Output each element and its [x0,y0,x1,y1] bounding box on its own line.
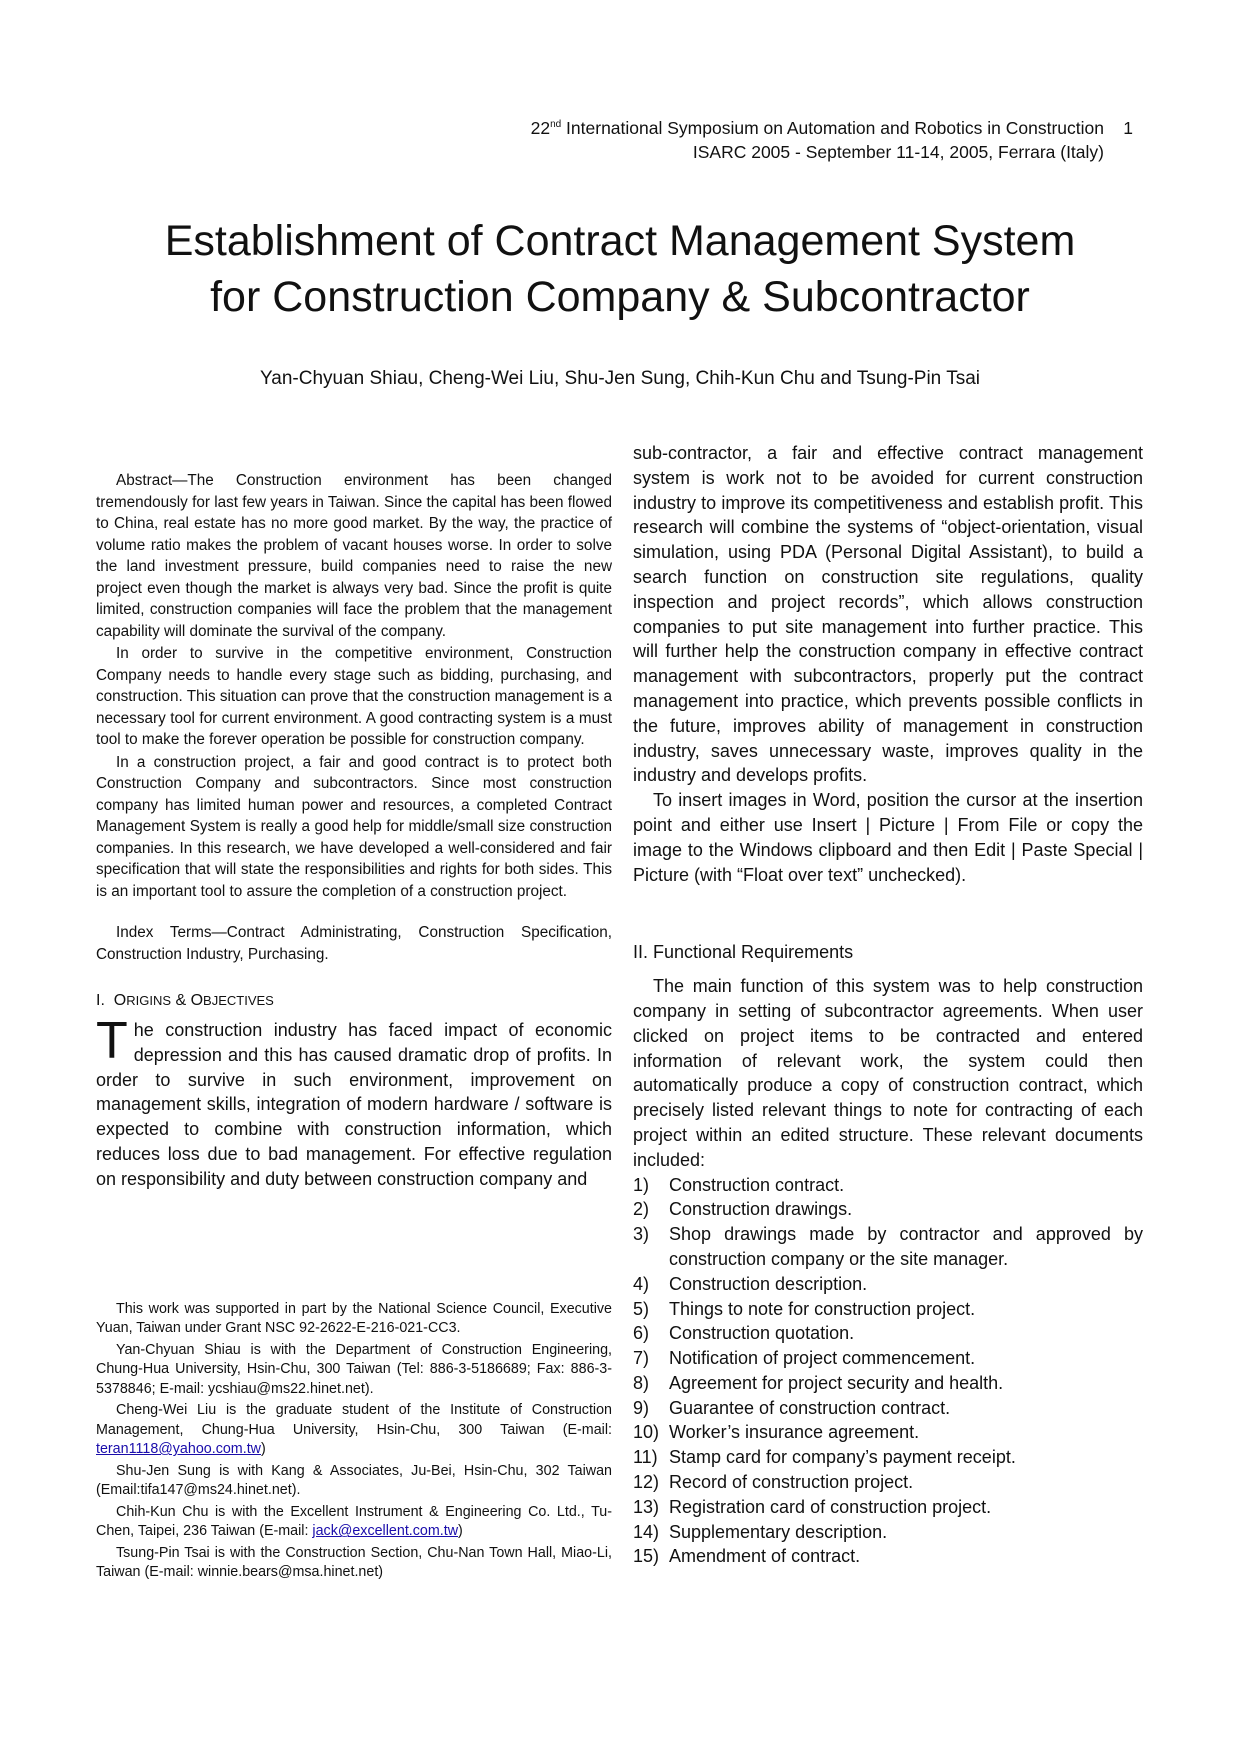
list-item-text: Record of construction project. [669,1472,914,1493]
list-item-text: Agreement for project security and health. [669,1372,1004,1393]
running-header [531,116,1104,164]
abstract-paragraph-2: In order to survive in the competitive environment, Construction Company needs to handle every stage such as bidding, purchasing, and construction. This situation can prove that the construction management is a necessary tool for current environment. A good contracting system is a must tool to make the forever operation be possible for construction company. [96,645,612,748]
footnote-author-5: Tsung-Pin Tsai is with the Construction Section, Chu-Nan Town Hall, Miao-Li, Taiwan (E-mail: winnie.bears@msa.hinet.net) [96,1545,612,1581]
section-1-heading: I. ORIGINS & OBJECTIVES [96,992,274,1009]
list-item-text: Stamp card for company’s payment receipt. [669,1447,1016,1468]
footnote-author-2: Cheng-Wei Liu is the graduate student of the Institute of Construction Management, Chung-Hua University, Hsin-Chu, 300 Taiwan (E-mail: teran1118@yahoo.com.tw) [96,1402,612,1458]
list-item-number: 3) [633,1224,650,1245]
footnote-author-4: Chih-Kun Chu is with the Excellent Instrument & Engineering Co. Ltd., Tu-Chen, Taipei, 236 Taiwan (E-mail: jack@excellent.com.tw) [96,1503,612,1540]
right-paragraph-2: To insert images in Word, position the cursor at the insertion point and either use Insert | Picture | From File or copy the image to the Windows clipboard and then Edit | Paste Special | Picture (with “Float over text” unchecked). [633,790,1143,885]
list-item [633,1470,1143,1495]
list-item [633,1445,1143,1470]
list-item [633,1495,1143,1520]
edition-superscript: nd [550,119,562,130]
section-1-body: The construction industry has faced impact of economic depression and this has caused dramatic drop of profits. In order to survive in such environment, improvement on management skills, integration of modern hardware / software is expected to combine with construction information, which reduces loss due to bad management. For effective regulation on responsibility and duty between construction company and [96,1012,612,1189]
list-item-number: 6) [633,1323,650,1344]
section-2-heading: II. Functional Requirements [633,942,854,963]
list-item-text: Construction contract. [669,1174,845,1195]
list-item-text: Construction drawings. [669,1199,853,1220]
list-item-number: 5) [633,1298,650,1319]
list-item [633,1544,1143,1569]
list-item-text: Shop drawings made by contractor and approved by construction company or the site manager. [669,1224,1143,1269]
abstract-paragraph-3: In a construction project, a fair and good contract is to protect both Construction Company and subcontractors. Since most construction company has limited human power and resources, a completed Contract Management System is really a good help for middle/small size construction companies. In this research, we have developed a well-considered and fair specification that will state the responsibilities and rights for both sides. This is an important tool to assure the completion of a construction project. [96,753,612,900]
list-item [633,1197,1143,1222]
list-item-text: Amendment of contract. [669,1546,861,1567]
page-number: 1 [1123,118,1133,138]
email-link-jack[interactable]: jack@excellent.com.tw [312,1523,459,1540]
list-item-number: 15) [633,1546,660,1567]
list-item-number: 7) [633,1348,650,1369]
list-item [633,1173,1143,1198]
list-item-number: 11) [633,1447,658,1468]
header-line-2: ISARC 2005 - September 11-14, 2005, Ferrara (Italy) [692,142,1104,162]
list-item [633,1371,1143,1396]
list-item-number: 14) [633,1521,660,1542]
list-item-text: Guarantee of construction contract. [669,1397,951,1418]
list-item [633,1346,1143,1371]
author-list: Yan-Chyuan Shiau, Cheng-Wei Liu, Shu-Jen Sung, Chih-Kun Chu and Tsung-Pin Tsai [260,368,980,389]
list-item-number: 9) [633,1397,650,1418]
list-item-number: 2) [633,1199,650,1220]
paper-title [100,213,1140,325]
list-item [633,1222,1143,1272]
list-item-text: Construction description. [669,1273,868,1294]
list-item [633,1520,1143,1545]
abstract-paragraph-1: Abstract—The Construction environment has been changed tremendously for last few years in Taiwan. Since the capital has been flowed to China, real estate has no more good market. By the way, the practice of volume ratio makes the problem of vacant houses worse. In order to solve the land investment pressure, build companies need to raise the new project even though the market is always very bad. Since the profit is quite limited, construction companies will face the problem that the management capability will dominate the survival of the company. [96,472,612,640]
drop-cap: T [96,1012,128,1070]
list-item-number: 1) [633,1174,650,1195]
footnote-author-1: Yan-Chyuan Shiau is with the Department of Construction Engineering, Chung-Hua University, Hsin-Chu, 300 Taiwan (Tel: 886-3-5186689; Fax: 886-3-5378846; E-mail: ycshiau@ms22.hinet.net). [96,1342,612,1397]
right-paragraph-1: sub-contractor, a fair and effective contract management system is work not to be avoided for current construction industry to improve its competitiveness and establish profit. This research will combine the systems of “object-orientation, visual simulation, using PDA (Personal Digital Assistant), to build a search function on construction site regulations, quality inspection and project records”, which allows construction companies to put site management into further practice. This will further help the construction company in effective contract management with subcontractors, properly put the contract management into practice, which prevents possible conflicts in the future, improves ability of management in construction industry, saves unnecessary waste, improves quality in the industry and develops profits. [633,443,1143,786]
footnote-funding: This work was supported in part by the National Science Council, Executive Yuan, Taiwan under Grant NSC 92-2622-E-216-021-CC3. [96,1301,612,1337]
email-link-teran[interactable]: teran1118@yahoo.com.tw [96,1441,261,1458]
list-item-number: 4) [633,1273,650,1294]
list-item-number: 12) [633,1472,660,1493]
list-item-text: Notification of project commencement. [669,1348,976,1369]
list-item-number: 10) [633,1422,660,1443]
list-item [633,1420,1143,1445]
list-item-number: 8) [633,1372,650,1393]
symposium-name: International Symposium on Automation and Robotics in Construction [561,118,1104,138]
list-item [633,1272,1143,1297]
list-item-number: 13) [633,1496,660,1517]
footnote-author-3: Shu-Jen Sung is with Kang & Associates, Ju-Bei, Hsin-Chu, 302 Taiwan (Email:tifa147@ms24.hinet.net). [96,1462,612,1499]
title-line-2: for Construction Company & Subcontractor [210,273,1030,321]
left-column [96,470,612,1193]
list-item-text: Things to note for construction project. [669,1298,976,1319]
list-item [633,1396,1143,1421]
list-item-text: Worker’s insurance agreement. [669,1422,920,1443]
edition-number: 22 [530,118,551,138]
footnotes [96,1300,612,1585]
list-item-text: Supplementary description. [669,1521,888,1542]
list-item-text: Construction quotation. [669,1323,855,1344]
document-list [633,1173,1143,1570]
index-terms: Index Terms—Contract Administrating, Construction Specification, Construction Industry, Purchasing. [96,924,612,963]
header-line-1 [531,116,1104,140]
title-line-1: Establishment of Contract Management System [164,217,1076,265]
list-item [633,1297,1143,1322]
list-item-text: Registration card of construction project. [669,1496,992,1517]
section-2-body: The main function of this system was to help construction company in setting of subcontractor agreements. When user clicked on project items to be contracted and entered information of relevant work, the system could then automatically produce a copy of construction contract, which precisely listed relevant things to note for contracting of each project within an edited structure. These relevant documents included: [633,976,1143,1170]
right-column [633,441,1143,1569]
list-item [633,1321,1143,1346]
